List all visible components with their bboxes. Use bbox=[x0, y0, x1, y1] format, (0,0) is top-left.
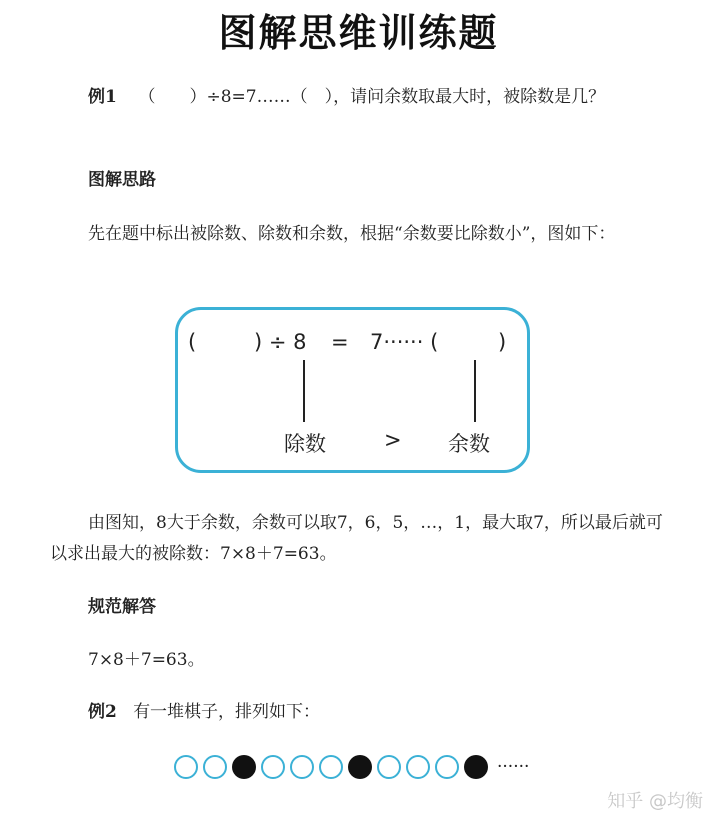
divisor-label: 除数 bbox=[284, 432, 326, 456]
sequence-ellipsis: ······ bbox=[497, 757, 530, 777]
explanation-paragraph: 由图知，8大于余数，余数可以取7，6，5，…，1，最大取7，所以最后就可以求出最大的被除数：7×8＋7=63。 bbox=[50, 513, 663, 564]
thinking-paragraph: 先在题中标出被除数、除数和余数，根据“余数要比除数小”，图如下： bbox=[88, 224, 616, 244]
example-2-label: 例2 bbox=[88, 702, 117, 722]
remainder-label: 余数 bbox=[448, 432, 490, 456]
white-piece-circle bbox=[406, 755, 430, 779]
black-piece-circle bbox=[348, 755, 372, 779]
white-piece-circle bbox=[377, 755, 401, 779]
example-1 bbox=[50, 82, 670, 113]
page-title: 图解思维训练题 bbox=[218, 10, 499, 55]
chess-piece-sequence bbox=[174, 754, 529, 780]
example-1-label: 例1 bbox=[88, 87, 117, 107]
diagram-equals: = bbox=[331, 330, 349, 354]
diagram-right-paren: ) bbox=[498, 330, 507, 354]
white-piece-circle bbox=[261, 755, 285, 779]
diagram-divide-by-8: ) ÷ 8 bbox=[254, 330, 307, 354]
section-thinking-heading: 图解思路 bbox=[88, 170, 156, 190]
watermark: 知乎 @均衡 bbox=[607, 791, 703, 812]
answer-text: 7×8＋7=63。 bbox=[88, 650, 205, 670]
greater-than-sign: > bbox=[384, 428, 402, 452]
black-piece-circle bbox=[464, 755, 488, 779]
divisor-connector-line bbox=[303, 360, 305, 422]
white-piece-circle bbox=[203, 755, 227, 779]
white-piece-circle bbox=[290, 755, 314, 779]
example-2-text: 有一堆棋子，排列如下： bbox=[133, 702, 321, 722]
diagram-quotient: 7······ ( bbox=[370, 330, 439, 354]
white-piece-circle bbox=[435, 755, 459, 779]
white-piece-circle bbox=[174, 755, 198, 779]
white-piece-circle bbox=[319, 755, 343, 779]
division-diagram bbox=[175, 307, 530, 473]
black-piece-circle bbox=[232, 755, 256, 779]
section-answer-heading: 规范解答 bbox=[88, 597, 156, 617]
remainder-connector-line bbox=[474, 360, 476, 422]
diagram-left-paren: ( bbox=[188, 330, 197, 354]
example-1-text: （ ）÷8=7……（ ），请问余数取最大时，被除数是几？ bbox=[138, 87, 606, 107]
example-2 bbox=[88, 697, 320, 728]
